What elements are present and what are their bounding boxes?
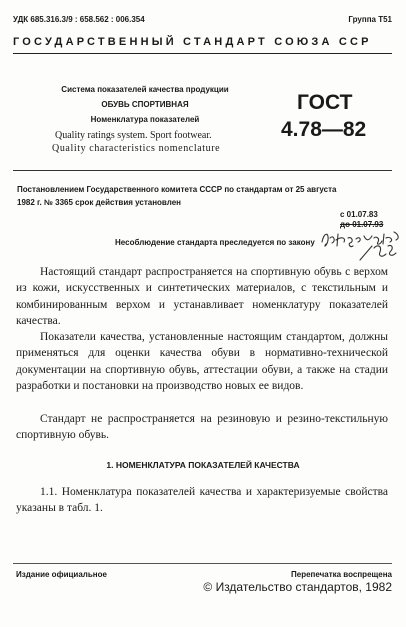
group-code: Группа Т51 [348, 15, 392, 24]
title-english-1: Quality ratings system. Sport footwear. [55, 130, 212, 141]
decree-line-2: 1982 г. № 3365 срок действия установлен [17, 198, 181, 207]
title-english-2: Quality characteristics nomenclature [52, 143, 221, 154]
paragraph-1-1-text: 1.1. Номенклатура показателей качества и характеризуемые свойства указаны в табл. 1. [16, 486, 388, 515]
law-warning: Несоблюдение стандарта преследуется по закону [115, 238, 315, 247]
gost-label: ГОСТ [297, 91, 353, 114]
validity-from: с 01.07.83 [340, 210, 378, 219]
paragraph-exclusion-text: Стандарт не распространяется на резиновую и резино-текстильную спортивную обувь. [16, 413, 388, 442]
paragraph-exclusion [16, 411, 388, 444]
title-system: Система показателей качества продукции [61, 85, 229, 94]
footer-rule [13, 563, 392, 564]
header-rule [13, 53, 392, 54]
title-product: ОБУВЬ СПОРТИВНАЯ [101, 100, 189, 109]
publisher-copyright: © Издательство стандартов, 1982 [203, 580, 392, 594]
reprint-notice: Перепечатка воспрещена [291, 570, 392, 579]
handwritten-annotation [320, 226, 402, 262]
paragraph-1-1 [16, 484, 388, 517]
standard-header: ГОСУДАРСТВЕННЫЙ СТАНДАРТ СОЮЗА ССР [13, 36, 372, 48]
title-rule [13, 170, 392, 171]
decree-line-1: Постановлением Государственного комитета СССР по стандартам от 25 августа [17, 185, 337, 194]
gost-number: 4.78—82 [281, 118, 367, 141]
udk-code: УДК 685.316.3/9 : 658.562 : 006.354 [13, 15, 145, 24]
validity-to: до 01.07.93 [340, 220, 384, 229]
section-heading: 1. НОМЕНКЛАТУРА ПОКАЗАТЕЛЕЙ КАЧЕСТВА [106, 460, 300, 470]
paragraph-application-text: Показатели качества, установленные настоящим стандартом, должны применяться для оценки качества обуви в нормативно-технической документации на спортивную обувь, аттестации обуви, а также на стадии разработки и постановки на производство новых ее видов. [16, 331, 388, 393]
paragraph-application [16, 329, 388, 395]
official-edition: Издание официальное [16, 570, 107, 579]
title-nomenclature: Номенклатура показателей [90, 115, 200, 124]
paragraph-scope-text: Настоящий стандарт распространяется на спортивную обувь с верхом из кожи, искусственных и синтетических материалов, с текстильным и комбинированным верхом и устанавливает номенклатуру показателей качества. [16, 266, 388, 328]
paragraph-scope [16, 264, 388, 330]
